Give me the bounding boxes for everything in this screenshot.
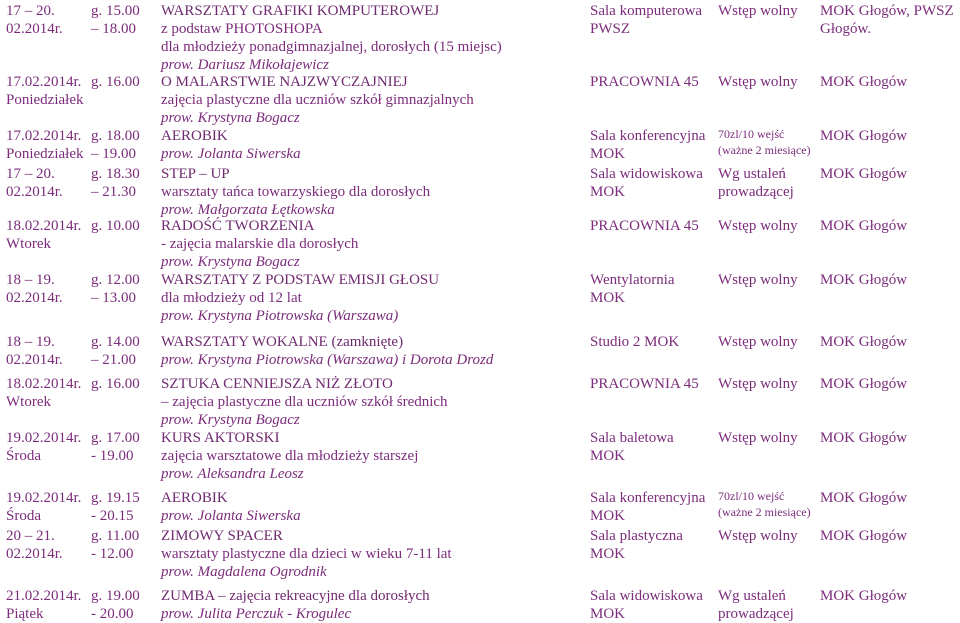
event-title: AEROBIK [161, 490, 228, 506]
time-line: - 12.00 [91, 546, 134, 562]
venue-line: PWSZ [590, 21, 631, 37]
event-instructor: prow. Jolanta Siwerska [161, 508, 301, 524]
entry-line: 70zl/10 wejść [718, 489, 785, 503]
venue-line: MOK [590, 546, 626, 562]
organizer-line: Głogów. [820, 21, 872, 37]
date-line: 17 – 20. [6, 3, 55, 19]
venue-line: Sala widowiskowa [590, 588, 703, 604]
entry-line: (ważne 2 miesiące) [718, 505, 811, 519]
date-line: 18.02.2014r. [6, 376, 82, 392]
venue-line: PRACOWNIA 45 [590, 376, 699, 392]
entry-line: Wstęp wolny [718, 74, 798, 90]
date-line: Wtorek [6, 394, 51, 410]
time-line: g. 16.00 [91, 74, 140, 90]
entry-line: Wstęp wolny [718, 272, 798, 288]
event-title: WARSZTATY WOKALNE (zamknięte) [161, 334, 404, 350]
event-instructor: prow. Małgorzata Łętkowska [161, 202, 335, 218]
event-instructor: prow. Krystyna Piotrowska (Warszawa) i Dorota Drozd [161, 352, 494, 368]
event-title: ZIMOWY SPACER [161, 528, 283, 544]
time-line: g. 17.00 [91, 430, 140, 446]
date-line: Wtorek [6, 236, 51, 252]
event-title: WARSZTATY Z PODSTAW EMISJI GŁOSU [161, 272, 440, 288]
date-line: Poniedziałek [6, 92, 84, 108]
entry-line: (ważne 2 miesiące) [718, 143, 811, 157]
venue-line: Sala plastyczna [590, 528, 683, 544]
entry-line: Wstęp wolny [718, 376, 798, 392]
event-description: warsztaty plastyczne dla dzieci w wieku 7-11 lat [161, 546, 452, 562]
time-line: g. 19.00 [91, 588, 140, 604]
event-title: WARSZTATY GRAFIKI KOMPUTEROWEJ [161, 3, 440, 19]
time-line: g. 18.00 [91, 128, 140, 144]
organizer-line: MOK Głogów [820, 588, 908, 604]
venue-line: Sala komputerowa [590, 3, 703, 19]
entry-line: prowadzącej [718, 184, 794, 200]
venue-line: Studio 2 MOK [590, 334, 680, 350]
event-title: AEROBIK [161, 128, 228, 144]
venue-line: MOK [590, 290, 626, 306]
entry-line: prowadzącej [718, 606, 794, 622]
event-instructor: prow. Krystyna Bogacz [161, 110, 300, 126]
date-line: 18.02.2014r. [6, 218, 82, 234]
event-instructor: prow. Dariusz Mikołajewicz [161, 57, 329, 73]
event-title: KURS AKTORSKI [161, 430, 280, 446]
entry-line: Wstęp wolny [718, 218, 798, 234]
entry-line: Wstęp wolny [718, 528, 798, 544]
time-line: – 21.00 [91, 352, 136, 368]
date-line: 18 – 19. [6, 272, 55, 288]
date-line: 02.2014r. [6, 184, 63, 200]
venue-line: Sala konferencyjna [590, 128, 706, 144]
date-line: 20 – 21. [6, 528, 55, 544]
entry-line: Wstęp wolny [718, 3, 798, 19]
organizer-line: MOK Głogów [820, 334, 908, 350]
event-instructor: prow. Magdalena Ogrodnik [161, 564, 327, 580]
event-title: STEP – UP [161, 166, 230, 182]
venue-line: Sala widowiskowa [590, 166, 703, 182]
event-instructor: prow. Jolanta Siwerska [161, 146, 301, 162]
organizer-line: MOK Głogów [820, 490, 908, 506]
event-description: dla młodzieży ponadgimnazjalnej, dorosłych (15 miejsc) [161, 39, 502, 55]
time-line: – 19.00 [91, 146, 136, 162]
time-line: g. 18.30 [91, 166, 140, 182]
event-description: dla młodzieży od 12 lat [161, 290, 302, 306]
organizer-line: MOK Głogów [820, 74, 908, 90]
event-instructor: prow. Krystyna Bogacz [161, 254, 300, 270]
venue-line: MOK [590, 184, 626, 200]
date-line: 02.2014r. [6, 21, 63, 37]
event-description: z podstaw PHOTOSHOPA [161, 21, 323, 37]
organizer-line: MOK Głogów [820, 128, 908, 144]
date-line: 19.02.2014r. [6, 490, 82, 506]
venue-line: MOK [590, 448, 626, 464]
time-line: – 18.00 [91, 21, 136, 37]
entry-line: 70zl/10 wejść [718, 127, 785, 141]
event-description: zajęcia warsztatowe dla młodzieży starszej [161, 448, 419, 464]
organizer-line: MOK Głogów [820, 166, 908, 182]
event-instructor: prow. Krystyna Bogacz [161, 412, 300, 428]
date-line: 02.2014r. [6, 546, 63, 562]
event-description: warsztaty tańca towarzyskiego dla dorosłych [161, 184, 431, 200]
date-line: 17 – 20. [6, 166, 55, 182]
time-line: g. 10.00 [91, 218, 140, 234]
event-description: - zajęcia malarskie dla dorosłych [161, 236, 359, 252]
organizer-line: MOK Głogów [820, 218, 908, 234]
entry-line: Wg ustaleń [718, 588, 786, 604]
event-instructor: prow. Julita Perczuk - Krogulec [161, 606, 352, 622]
venue-line: MOK [590, 606, 626, 622]
time-line: - 20.15 [91, 508, 134, 524]
event-title: ZUMBA – zajęcia rekreacyjne dla dorosłych [161, 588, 430, 604]
organizer-line: MOK Głogów [820, 430, 908, 446]
date-line: Piątek [6, 606, 44, 622]
date-line: 17.02.2014r. [6, 74, 82, 90]
event-description: – zajęcia plastyczne dla uczniów szkół średnich [161, 394, 448, 410]
time-line: g. 19.15 [91, 490, 140, 506]
date-line: Środa [6, 508, 41, 524]
time-line: – 21.30 [91, 184, 136, 200]
time-line: g. 16.00 [91, 376, 140, 392]
date-line: 02.2014r. [6, 352, 63, 368]
date-line: 02.2014r. [6, 290, 63, 306]
time-line: – 13.00 [91, 290, 136, 306]
date-line: Środa [6, 448, 41, 464]
event-instructor: prow. Aleksandra Leosz [161, 466, 304, 482]
event-title: RADOŚĆ TWORZENIA [161, 218, 315, 234]
time-line: g. 11.00 [91, 528, 140, 544]
time-line: - 20.00 [91, 606, 134, 622]
time-line: g. 12.00 [91, 272, 140, 288]
entry-line: Wstęp wolny [718, 430, 798, 446]
organizer-line: MOK Głogów, PWSZ [820, 3, 954, 19]
date-line: 17.02.2014r. [6, 128, 82, 144]
event-instructor: prow. Krystyna Piotrowska (Warszawa) [161, 308, 399, 324]
venue-line: PRACOWNIA 45 [590, 218, 699, 234]
date-line: 18 – 19. [6, 334, 55, 350]
venue-line: Sala baletowa [590, 430, 674, 446]
venue-line: MOK [590, 146, 626, 162]
entry-line: Wg ustaleń [718, 166, 786, 182]
organizer-line: MOK Głogów [820, 376, 908, 392]
date-line: 21.02.2014r. [6, 588, 82, 604]
venue-line: PRACOWNIA 45 [590, 74, 699, 90]
organizer-line: MOK Głogów [820, 528, 908, 544]
event-title: O MALARSTWIE NAJZWYCZAJNIEJ [161, 74, 408, 90]
organizer-line: MOK Głogów [820, 272, 908, 288]
date-line: Poniedziałek [6, 146, 84, 162]
event-description: zajęcia plastyczne dla uczniów szkół gimnazjalnych [161, 92, 474, 108]
time-line: g. 14.00 [91, 334, 140, 350]
time-line: - 19.00 [91, 448, 134, 464]
entry-line: Wstęp wolny [718, 334, 798, 350]
date-line: 19.02.2014r. [6, 430, 82, 446]
venue-line: Wentylatornia [590, 272, 675, 288]
venue-line: MOK [590, 508, 626, 524]
time-line: g. 15.00 [91, 3, 140, 19]
venue-line: Sala konferencyjna [590, 490, 706, 506]
event-title: SZTUKA CENNIEJSZA NIŻ ZŁOTO [161, 376, 393, 392]
